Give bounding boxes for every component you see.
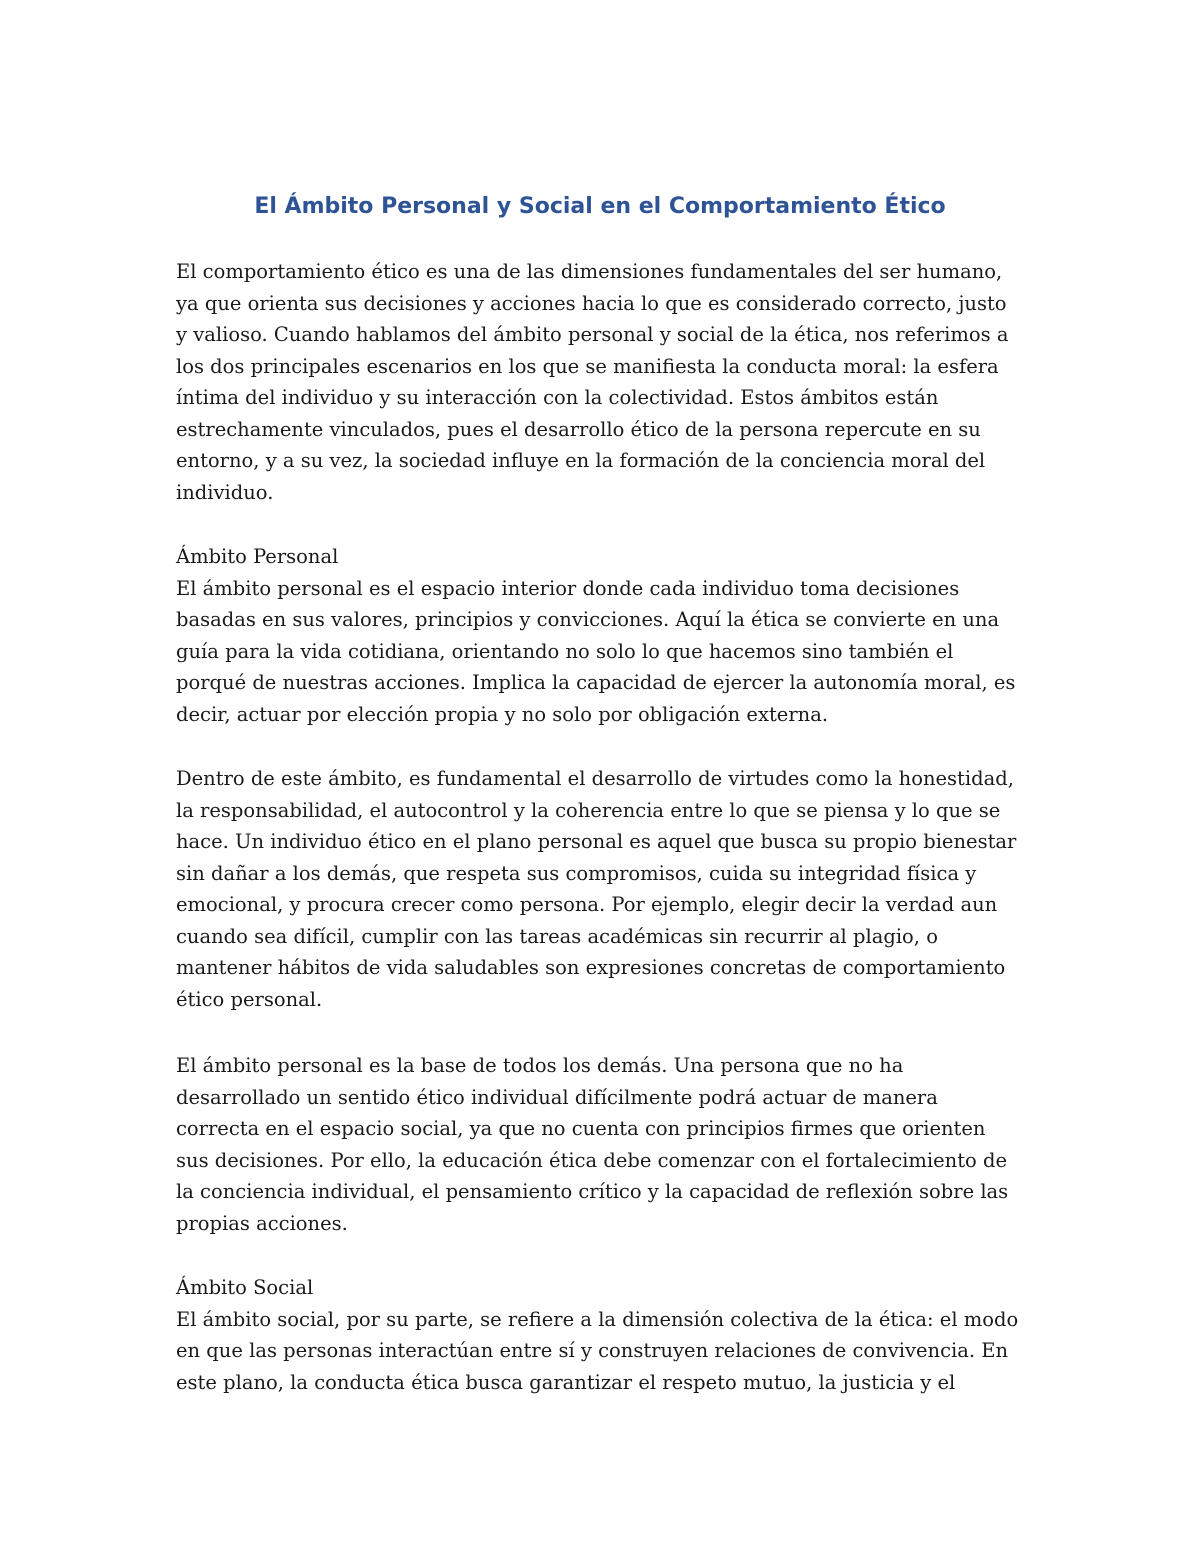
text-line: este plano, la conducta ética busca garantizar el respeto mutuo, la justicia y el — [176, 1370, 956, 1394]
text-line: El ámbito social, por su parte, se refiere a la dimensión colectiva de la ética: el modo — [176, 1307, 1019, 1331]
text-line: hace. Un individuo ético en el plano personal es aquel que busca su propio bienestar — [176, 830, 1017, 853]
text-line: sus decisiones. Por ello, la educación ética debe comenzar con el fortalecimiento de — [176, 1148, 1007, 1172]
text-line: mantener hábitos de vida saludables son expresiones concretas de comportamiento — [176, 956, 1006, 979]
social-section — [176, 1272, 1036, 1398]
text-line: El ámbito personal es la base de todos los demás. Una persona que no ha — [176, 1054, 904, 1077]
text-line: guía para la vida cotidiana, orientando no solo lo que hacemos sino también el — [176, 639, 954, 663]
text-line: El comportamiento ético es una de las dimensiones fundamentales del ser humano, — [176, 260, 1003, 283]
text-line: porqué de nuestras acciones. Implica la capacidad de ejercer la autonomía moral, es — [176, 671, 1016, 694]
text-line: El ámbito personal es el espacio interior donde cada individuo toma decisiones — [176, 576, 960, 600]
text-line: basadas en sus valores, principios y convicciones. Aquí la ética se convierte en una — [176, 608, 1000, 631]
text-line: propias acciones. — [176, 1211, 348, 1235]
text-line: desarrollado un sentido ético individual difícilmente podrá actuar de manera — [176, 1085, 938, 1109]
virtues-paragraph — [176, 763, 1036, 1015]
text-line: y valioso. Cuando hablamos del ámbito personal y social de la ética, nos referimos a — [176, 323, 1009, 346]
text-line: ético personal. — [176, 987, 323, 1011]
text-line: decir, actuar por elección propia y no solo por obligación externa. — [176, 702, 829, 726]
text-line: íntima del individuo y su interacción con la colectividad. Estos ámbitos están — [176, 386, 939, 409]
document-title: El Ámbito Personal y Social en el Comportamiento Ético — [254, 194, 946, 219]
text-line: correcta en el espacio social, ya que no cuenta con principios firmes que orienten — [176, 1117, 986, 1140]
intro-paragraph — [176, 256, 1036, 508]
text-line: la conciencia individual, el pensamiento crítico y la capacidad de reflexión sobre las — [176, 1180, 1009, 1203]
text-line: ya que orienta sus decisiones y acciones hacia lo que es considerado correcto, justo — [176, 291, 1007, 315]
text-line: entorno, y a su vez, la sociedad influye en la formación de la conciencia moral del — [176, 449, 986, 472]
text-line: sin dañar a los demás, que respeta sus compromisos, cuida su integridad física y — [176, 861, 977, 885]
text-line: Dentro de este ámbito, es fundamental el desarrollo de virtudes como la honestidad, — [176, 767, 1014, 790]
text-line: los dos principales escenarios en los que se manifiesta la conducta moral: la esfera — [176, 354, 999, 378]
text-line: la responsabilidad, el autocontrol y la coherencia entre lo que se piensa y lo que se — [176, 798, 1001, 822]
text-line: individuo. — [176, 480, 274, 504]
section-heading-social: Ámbito Social — [176, 1276, 314, 1299]
section-heading-personal: Ámbito Personal — [176, 545, 339, 568]
foundation-paragraph — [176, 1050, 1036, 1239]
text-line: cuando sea difícil, cumplir con las tareas académicas sin recurrir al plagio, o — [176, 924, 938, 948]
text-line: emocional, y procura crecer como persona. Por ejemplo, elegir decir la verdad aun — [176, 893, 998, 916]
personal-section — [176, 541, 1036, 730]
text-line: en que las personas interactúan entre sí y construyen relaciones de convivencia. En — [176, 1339, 1009, 1362]
text-line: estrechamente vinculados, pues el desarrollo ético de la persona repercute en su — [176, 417, 981, 441]
